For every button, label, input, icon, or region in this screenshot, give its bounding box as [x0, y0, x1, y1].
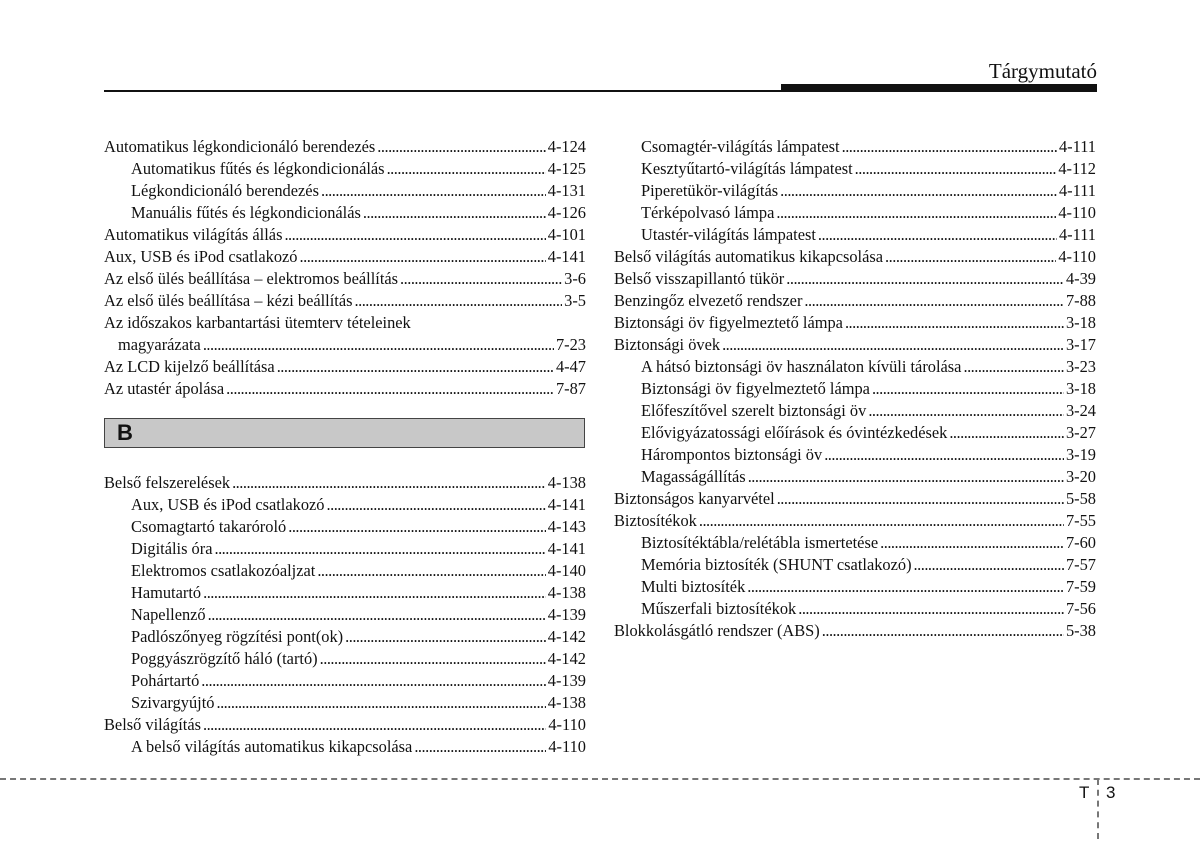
footer-dashed-divider: [1097, 779, 1099, 839]
index-entry-page: 7-56: [1065, 599, 1096, 618]
dot-leader: [321, 180, 546, 202]
index-column-left: [104, 136, 586, 758]
index-entry-label: Pohártartó: [131, 671, 200, 690]
index-entry-label: Hárompontos biztonsági öv: [641, 445, 823, 464]
index-entry: [614, 554, 1096, 576]
index-entry: [614, 378, 1096, 400]
index-entry-page: 3-17: [1065, 335, 1096, 354]
index-entry: [614, 246, 1096, 268]
index-entry-label: Belső világítás: [104, 715, 201, 734]
page-header-title: Tárgymutató: [988, 59, 1097, 83]
index-entry-page: 4-112: [1058, 159, 1096, 178]
index-entry-label: Poggyászrögzítő háló (tartó): [131, 649, 318, 668]
index-entry-page: 4-47: [555, 357, 586, 376]
dot-leader: [747, 576, 1064, 598]
index-entry-page: 4-110: [1058, 203, 1096, 222]
index-entry-label: Napellenző: [131, 605, 206, 624]
index-entry: [614, 136, 1096, 158]
header-rule-thick: [781, 84, 1097, 92]
index-entry: [104, 158, 586, 180]
index-entry: [104, 714, 586, 736]
dot-leader: [777, 488, 1064, 510]
index-entry-label: Szivargyújtó: [131, 693, 215, 712]
index-entry-page: 4-111: [1058, 137, 1096, 156]
dot-leader: [949, 422, 1064, 444]
index-entry-label: Az utastér ápolása: [104, 379, 225, 398]
index-entry-page: 3-23: [1065, 357, 1096, 376]
index-entry: [104, 648, 586, 670]
index-entry: [104, 538, 586, 560]
index-entry-page: 4-141: [547, 495, 586, 514]
index-entry: [104, 246, 586, 268]
dot-leader: [226, 378, 554, 400]
index-entry-page: 7-57: [1065, 555, 1096, 574]
index-list-b: [104, 472, 586, 758]
index-entry-page: 3-18: [1065, 379, 1096, 398]
index-entry: [104, 202, 586, 224]
index-entry-page: 4-39: [1065, 269, 1096, 288]
dot-leader: [203, 582, 546, 604]
dot-leader: [872, 378, 1064, 400]
index-entry-label: Blokkolásgátló rendszer (ABS): [614, 621, 820, 640]
index-entry-label: Csomagtér-világítás lámpatest: [641, 137, 840, 156]
index-entry: [104, 268, 586, 290]
dot-leader: [780, 180, 1057, 202]
index-entry-page: 4-111: [1058, 225, 1096, 244]
index-entry: [614, 620, 1096, 642]
dot-leader: [300, 246, 546, 268]
index-entry-label: Biztonsági öv figyelmeztető lámpa: [614, 313, 843, 332]
section-header-b: [104, 418, 585, 448]
dot-leader: [963, 356, 1063, 378]
dot-leader: [216, 692, 545, 714]
index-entry-page: 4-140: [547, 561, 586, 580]
index-entry: [614, 290, 1096, 312]
index-entry-label: Biztosítékok: [614, 511, 697, 530]
index-entry-label: Manuális fűtés és légkondicionálás: [131, 203, 361, 222]
index-entry: [614, 224, 1096, 246]
dot-leader: [845, 312, 1064, 334]
index-entry-label: magyarázata: [118, 335, 201, 354]
index-entry: [104, 692, 586, 714]
index-entry-label: Benzingőz elvezető rendszer: [614, 291, 803, 310]
dot-leader: [208, 604, 546, 626]
dot-leader: [842, 136, 1057, 158]
index-entry: [104, 136, 586, 158]
index-entry-page: 7-60: [1065, 533, 1096, 552]
index-list-a-continued: [104, 136, 586, 400]
index-entry-page: 5-58: [1065, 489, 1096, 508]
index-entry-label: Kesztyűtartó-világítás lámpatest: [641, 159, 853, 178]
index-entry: [104, 582, 586, 604]
index-entry-label: Hamutartó: [131, 583, 202, 602]
index-entry-label: Elektromos csatlakozóaljzat: [131, 561, 316, 580]
index-entry-page: 7-87: [555, 379, 586, 398]
index-entry-label: Belső világítás automatikus kikapcsolása: [614, 247, 884, 266]
dot-leader: [868, 400, 1064, 422]
index-entry-page: 7-88: [1065, 291, 1096, 310]
index-entry: [104, 494, 586, 516]
index-entry: [614, 466, 1096, 488]
index-entry-label: Automatikus légkondicionáló berendezés: [104, 137, 376, 156]
footer-dashed-rule: [0, 778, 1200, 780]
index-entry: [614, 488, 1096, 510]
index-entry-label: Biztonságos kanyarvétel: [614, 489, 775, 508]
index-entry: [614, 422, 1096, 444]
index-entry-label: Padlószőnyeg rögzítési pont(ok): [131, 627, 344, 646]
index-entry-page: 4-138: [547, 473, 586, 492]
index-entry-label: Belső felszerelések: [104, 473, 231, 492]
dot-leader: [232, 472, 546, 494]
index-entry-page: 4-139: [547, 605, 586, 624]
dot-leader: [345, 626, 546, 648]
index-entry: [104, 472, 586, 494]
index-entry-label: Az első ülés beállítása – kézi beállítás: [104, 291, 353, 310]
index-entry-label: Elővigyázatossági előírások és óvintézkedések: [641, 423, 948, 442]
index-entry-page: 4-101: [547, 225, 586, 244]
dot-leader: [776, 202, 1056, 224]
index-entry-page: 4-141: [547, 247, 586, 266]
index-entry-label: Belső visszapillantó tükör: [614, 269, 785, 288]
dot-leader: [748, 466, 1064, 488]
dot-leader: [880, 532, 1064, 554]
index-entry-page: 4-110: [1058, 247, 1096, 266]
index-entry-label: Az időszakos karbantartási ütemterv tételeinek: [104, 313, 411, 332]
index-entry-page: 7-55: [1065, 511, 1096, 530]
dot-leader: [203, 334, 554, 356]
dot-leader: [914, 554, 1064, 576]
index-entry-page: 4-126: [547, 203, 586, 222]
index-entry: [104, 378, 586, 400]
index-entry-label: A belső világítás automatikus kikapcsolása: [131, 737, 413, 756]
index-entry-page: 3-18: [1065, 313, 1096, 332]
index-entry: [104, 736, 586, 758]
index-entry-label: Aux, USB és iPod csatlakozó: [131, 495, 325, 514]
dot-leader: [317, 560, 545, 582]
dot-leader: [786, 268, 1064, 290]
index-column-right: [614, 136, 1096, 642]
index-entry-label: Digitális óra: [131, 539, 213, 558]
index-entry-page: 4-124: [547, 137, 586, 156]
dot-leader: [377, 136, 545, 158]
dot-leader: [818, 224, 1057, 246]
index-entry-label: Utastér-világítás lámpatest: [641, 225, 816, 244]
dot-leader: [414, 736, 546, 758]
index-entry-label: Memória biztosíték (SHUNT csatlakozó): [641, 555, 912, 574]
section-letter: B: [117, 420, 133, 445]
header-rule-thin: [104, 90, 784, 92]
index-entry: [104, 312, 586, 334]
index-entry: [104, 670, 586, 692]
dot-leader: [798, 598, 1064, 620]
index-entry: [614, 268, 1096, 290]
dot-leader: [822, 620, 1064, 642]
index-entry-label: Biztonsági övek: [614, 335, 721, 354]
dot-leader: [363, 202, 546, 224]
index-entry-page: 3-19: [1065, 445, 1096, 464]
index-entry-page: 4-142: [547, 627, 586, 646]
index-entry-page: 4-110: [548, 715, 586, 734]
index-entry-page: 3-5: [564, 291, 586, 310]
index-entry: [104, 290, 586, 312]
dot-leader: [214, 538, 545, 560]
dot-leader: [355, 290, 563, 312]
index-entry-page: 3-27: [1065, 423, 1096, 442]
index-entry-label: Az első ülés beállítása – elektromos beállítás: [104, 269, 399, 288]
index-entry-label: A hátsó biztonsági öv használaton kívüli tárolása: [641, 357, 962, 376]
dot-leader: [203, 714, 546, 736]
dot-leader: [885, 246, 1056, 268]
index-entry-page: 4-138: [547, 693, 586, 712]
index-entry-label: Előfeszítővel szerelt biztonsági öv: [641, 401, 867, 420]
dot-leader: [824, 444, 1064, 466]
index-entry-page: 4-131: [547, 181, 586, 200]
index-entry: [104, 180, 586, 202]
index-entry: [614, 532, 1096, 554]
index-entry-page: 3-20: [1065, 467, 1096, 486]
index-entry: [614, 158, 1096, 180]
dot-leader: [699, 510, 1064, 532]
dot-leader: [288, 516, 546, 538]
index-entry-page: 4-143: [547, 517, 586, 536]
dot-leader: [804, 290, 1064, 312]
dot-leader: [284, 224, 545, 246]
index-entry-page: 3-24: [1065, 401, 1096, 420]
index-entry-page: 4-111: [1058, 181, 1096, 200]
index-entry: [104, 224, 586, 246]
index-entry: [104, 334, 586, 356]
index-entry-page: 4-142: [547, 649, 586, 668]
dot-leader: [201, 670, 545, 692]
index-entry: [614, 202, 1096, 224]
index-entry: [104, 516, 586, 538]
footer-page-number: 3: [1106, 783, 1116, 802]
dot-leader: [277, 356, 554, 378]
index-entry-label: Térképolvasó lámpa: [641, 203, 775, 222]
index-entry-label: Automatikus világítás állás: [104, 225, 283, 244]
index-entry-page: 4-139: [547, 671, 586, 690]
dot-leader: [320, 648, 546, 670]
dot-leader: [400, 268, 562, 290]
index-entry: [614, 510, 1096, 532]
index-entry-label: Csomagtartó takaróroló: [131, 517, 287, 536]
index-entry-label: Műszerfali biztosítékok: [641, 599, 797, 618]
dot-leader: [327, 494, 546, 516]
dot-leader: [722, 334, 1064, 356]
dot-leader: [855, 158, 1057, 180]
index-entry-label: Légkondicionáló berendezés: [131, 181, 319, 200]
footer-section-letter: T: [1079, 783, 1090, 802]
index-entry-page: 4-125: [547, 159, 586, 178]
index-entry-page: 3-6: [564, 269, 586, 288]
index-entry-label: Piperetükör-világítás: [641, 181, 779, 200]
index-entry-label: Az LCD kijelző beállítása: [104, 357, 275, 376]
index-entry-label: Biztosítéktábla/relétábla ismertetése: [641, 533, 879, 552]
index-entry-label: Multi biztosíték: [641, 577, 746, 596]
index-entry: [104, 356, 586, 378]
index-entry: [104, 626, 586, 648]
index-entry: [614, 400, 1096, 422]
index-entry-page: 5-38: [1065, 621, 1096, 640]
index-entry: [614, 356, 1096, 378]
index-entry: [614, 312, 1096, 334]
index-entry-label: Magasságállítás: [641, 467, 746, 486]
index-entry-page: 4-110: [548, 737, 586, 756]
index-entry: [104, 560, 586, 582]
index-entry: [614, 444, 1096, 466]
index-entry-page: 7-23: [555, 335, 586, 354]
index-entry-page: 7-59: [1065, 577, 1096, 596]
index-entry: [614, 180, 1096, 202]
index-entry-page: 4-138: [547, 583, 586, 602]
index-entry: [104, 604, 586, 626]
index-entry: [614, 576, 1096, 598]
index-entry: [614, 334, 1096, 356]
index-entry-label: Aux, USB és iPod csatlakozó: [104, 247, 298, 266]
index-entry-page: 4-141: [547, 539, 586, 558]
index-entry-label: Biztonsági öv figyelmeztető lámpa: [641, 379, 870, 398]
dot-leader: [387, 158, 546, 180]
index-entry: [614, 598, 1096, 620]
index-list-b-continued: [614, 136, 1096, 642]
index-entry-label: Automatikus fűtés és légkondicionálás: [131, 159, 385, 178]
